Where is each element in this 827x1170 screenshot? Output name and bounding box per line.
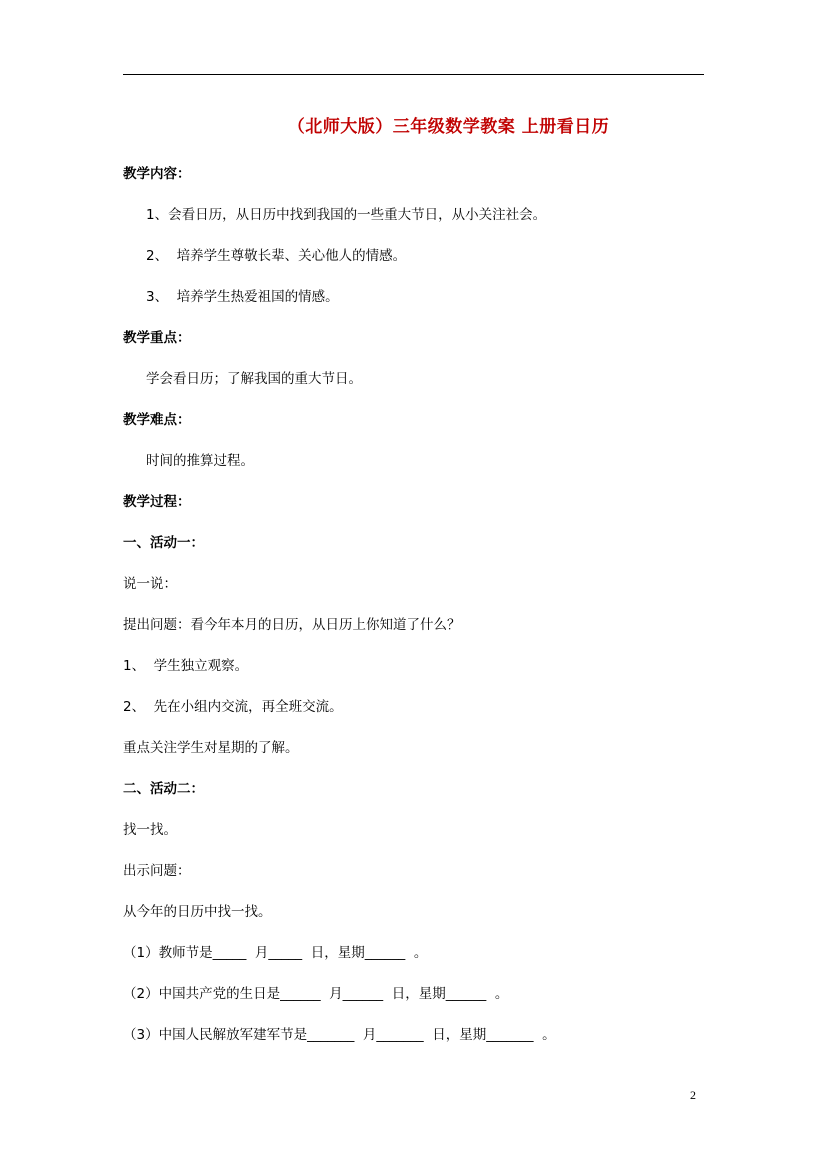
activity2-question: （1）教师节是_____ 月_____ 日，星期______ 。 bbox=[123, 945, 428, 961]
activity1-line: 2、 先在小组内交流，再全班交流。 bbox=[123, 699, 343, 715]
process-heading: 教学过程： bbox=[123, 494, 191, 510]
activity2-question: （2）中国共产党的生日是______ 月______ 日，星期______ 。 bbox=[123, 986, 509, 1002]
content-item: 2、 培养学生尊敬长辈、关心他人的情感。 bbox=[146, 248, 407, 264]
activity1-line: 说一说： bbox=[123, 576, 177, 592]
content-heading: 教学内容： bbox=[123, 166, 191, 182]
focus-text: 学会看日历；了解我国的重大节日。 bbox=[146, 371, 362, 387]
activity1-heading: 一、活动一： bbox=[123, 535, 204, 551]
activity2-line: 出示问题： bbox=[123, 863, 191, 879]
activity2-line: 从今年的日历中找一找。 bbox=[123, 904, 272, 920]
page-number: 2 bbox=[690, 1088, 696, 1102]
header-rule bbox=[123, 74, 704, 75]
difficulty-heading: 教学难点： bbox=[123, 412, 191, 428]
activity1-line: 1、 学生独立观察。 bbox=[123, 658, 249, 674]
content-item: 3、 培养学生热爱祖国的情感。 bbox=[146, 289, 339, 305]
activity1-line: 重点关注学生对星期的了解。 bbox=[123, 740, 299, 756]
document-title: （北师大版）三年级数学教案 上册看日历 bbox=[287, 117, 610, 137]
focus-heading: 教学重点： bbox=[123, 330, 191, 346]
activity2-question: （3）中国人民解放军建军节是_______ 月_______ 日，星期_______ 。 bbox=[123, 1027, 556, 1043]
activity1-line: 提出问题：看今年本月的日历，从日历上你知道了什么？ bbox=[123, 617, 461, 633]
difficulty-text: 时间的推算过程。 bbox=[146, 453, 254, 469]
content-item: 1、会看日历，从日历中找到我国的一些重大节日，从小关注社会。 bbox=[146, 207, 547, 223]
activity2-line: 找一找。 bbox=[123, 822, 177, 838]
activity2-heading: 二、活动二： bbox=[123, 781, 204, 797]
